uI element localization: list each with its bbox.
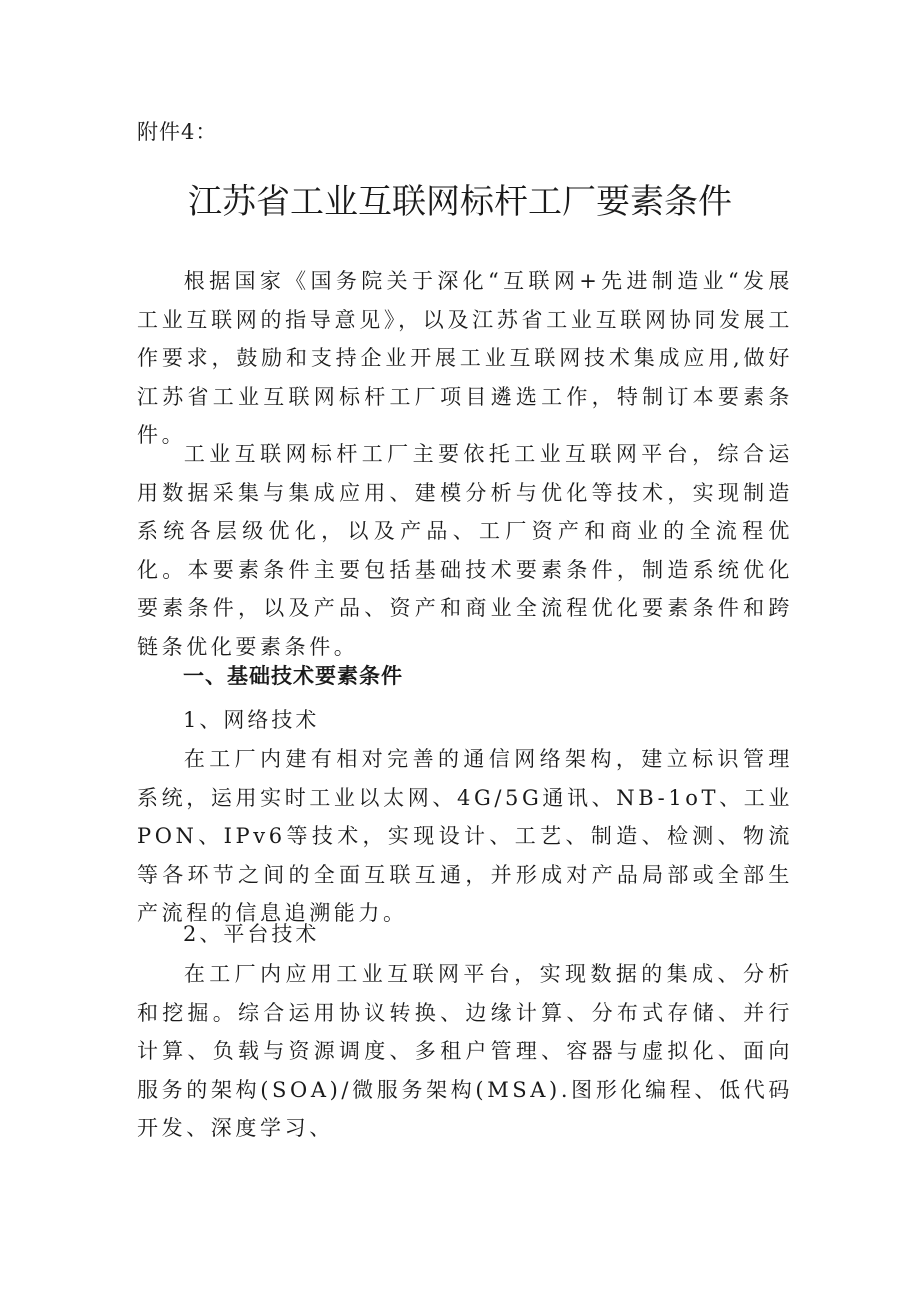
paragraph-text: 工业互联网标杆工厂主要依托工业互联网平台，综合运用数据采集与集成应用、建模分析与优化等技术，实现制造系统各层级优化，以及产品、工厂资产和商业的全流程优化。本要素条件主要包括基础技术要素条件，制造系统优化要素条件，以及产品、资产和商业全流程优化要素条件和跨链条优化要素条件。 [137, 442, 793, 659]
paragraph-text: 在工厂内应用工业互联网平台，实现数据的集成、分析和挖掘。综合运用协议转换、边缘计算、分布式存储、并行计算、负载与资源调度、多租户管理、容器与虚拟化、面向服务的架构(SOA)/微服务架构(MSA).图形化编程、低代码开发、深度学习、 [137, 962, 793, 1141]
document-title: 江苏省工业互联网标杆工厂要素条件 [188, 182, 732, 222]
overview-paragraph [137, 435, 793, 667]
subsection-heading-platform: 2、平台技术 [183, 922, 320, 946]
network-paragraph [137, 740, 793, 933]
attachment-label: 附件4： [137, 120, 218, 144]
intro-paragraph [137, 262, 793, 455]
paragraph-text: 在工厂内建有相对完善的通信网络架构，建立标识管理系统，运用实时工业以太网、4G/5G通讯、NB-1oT、工业PON、IPv6等技术，实现设计、工艺、制造、检测、物流等各环节之间的全面互联互通，并形成对产品局部或全部生产流程的信息追溯能力。 [137, 747, 793, 926]
section-heading: 一、基础技术要素条件 [183, 664, 403, 688]
paragraph-text: 根据国家《国务院关于深化“互联网+先进制造业“发展工业互联网的指导意见》，以及江苏省工业互联网协同发展工作要求，鼓励和支持企业开展工业互联网技术集成应用,做好江苏省工业互联网标杆工厂项目遴选工作，特制订本要素条件。 [137, 269, 793, 448]
subsection-heading-network: 1、网络技术 [183, 708, 320, 732]
platform-paragraph [137, 955, 793, 1148]
